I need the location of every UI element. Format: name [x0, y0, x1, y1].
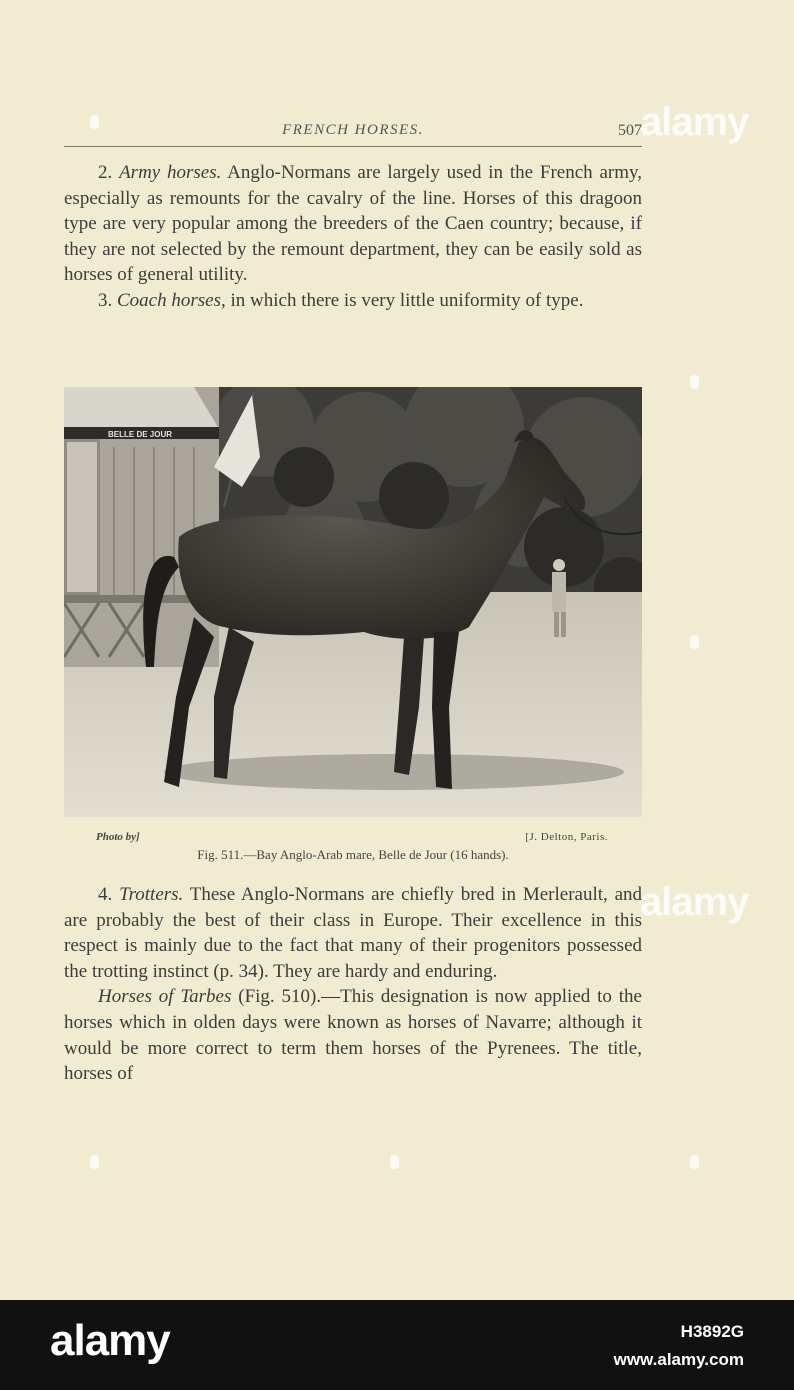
watermark-dot [90, 115, 99, 129]
paragraph-body: Anglo-Normans are largely used in the French army, especially as remounts for the cavalry of the line. Horses of this dragoon type are very popular among the breeders of the Caen country; because, if they are not selected by the remount department, they can be easily sold as horses of general utility. [64, 162, 642, 286]
photo-credit [96, 831, 608, 847]
watermark-dot [90, 1155, 99, 1169]
paragraph-number: 2. [98, 162, 120, 183]
text-block-bottom [64, 882, 642, 1087]
footer-url: www.alamy.com [613, 1350, 744, 1369]
paragraph-number: 3. [98, 289, 117, 311]
watermark-dot [690, 635, 699, 649]
paragraph-body: These Anglo-Normans are chiefly bred in Merlerault, and are probably the best of their class in Europe. Their excellence in this respect is mainly due to the fact that many of their progenitors possessed the trotting instinct (p. 34). They are hardy and enduring. [64, 884, 643, 982]
paragraph-horses-of-tarbes [64, 984, 642, 1086]
paragraph-army-horses [64, 160, 642, 288]
paragraph-coach-horses [64, 288, 642, 314]
running-title: FRENCH HORSES. [282, 122, 424, 138]
paragraph-trotters [64, 882, 642, 984]
paragraph-body: (Fig. 510).—This designation is now applied to the horses which in olden days were known as horses of Navarre; although it would be more correct to term them horses of the Pyrenees. The title, horses of [64, 986, 642, 1085]
stall-sign: BELLE DE JOUR [108, 430, 173, 439]
page-header [64, 120, 642, 147]
credit-left: Photo by] [96, 831, 140, 843]
paragraph-body: in which there is very little uniformity of type. [225, 289, 584, 311]
paragraph-heading: Horses of Tarbes [98, 986, 232, 1008]
credit-right: [J. Delton, Paris. [525, 831, 608, 843]
watermark-dot [390, 1155, 399, 1169]
paragraph-heading: Trotters. [119, 884, 184, 905]
horse-photo-illustration [64, 387, 642, 817]
figure-caption: Fig. 511.—Bay Anglo-Arab mare, Belle de Jour (16 hands). [197, 847, 509, 862]
text-block-top [64, 160, 642, 314]
watermark-dot [690, 375, 699, 389]
paragraph-heading: Army horses. [119, 162, 222, 183]
watermark-dot [690, 1155, 699, 1169]
watermark-logo: alamy [640, 880, 749, 924]
footer-image-id: H3892G [680, 1322, 744, 1341]
paragraph-number: 4. [98, 884, 120, 905]
stock-footer-bar [0, 1300, 794, 1390]
page-number: 507 [618, 122, 642, 139]
paragraph-heading: Coach horses, [117, 289, 226, 311]
watermark-logo: alamy [640, 100, 749, 144]
footer-logo: alamy [50, 1316, 170, 1365]
horse-photograph [64, 387, 642, 817]
